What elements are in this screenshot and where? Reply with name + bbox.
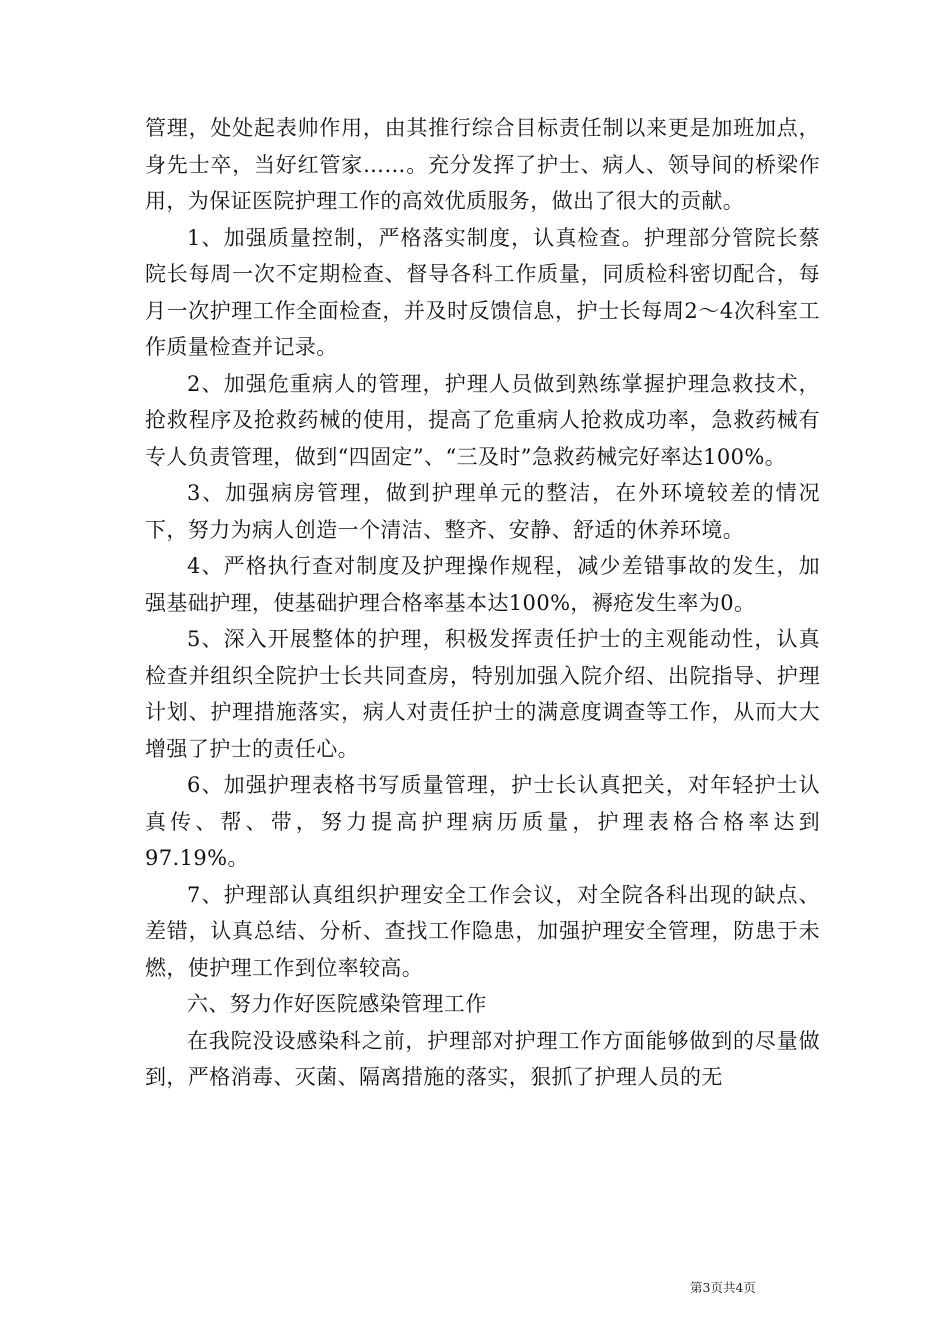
paragraph-7: 6、加强护理表格书写质量管理，护士长认真把关，对年轻护士认真传、帮、带，努力提高护理病历质量，护理表格合格率达到97.19%。 xyxy=(145,773,820,870)
paragraph-4: 3、加强病房管理，做到护理单元的整洁，在外环境较差的情况下，努力为病人创造一个清洁、整齐、安静、舒适的休养环境。 xyxy=(145,481,820,542)
paragraph-3: 2、加强危重病人的管理，护理人员做到熟练掌握护理急救技术，抢救程序及抢救药械的使用，提高了危重病人抢救成功率，急救药械有专人负责管理，做到“四固定”、“三及时”急救药械完好率达100%。 xyxy=(145,371,820,469)
paragraph-5: 4、严格执行查对制度及护理操作规程，减少差错事故的发生，加强基础护理，使基础护理合格率基本达100%，褥疮发生率为0。 xyxy=(145,554,820,615)
section-heading: 六、努力作好医院感染管理工作 xyxy=(187,992,487,1016)
paragraph-8: 7、护理部认真组织护理安全工作会议，对全院各科出现的缺点、差错，认真总结、分析、查找工作隐患，加强护理安全管理，防患于未燃，使护理工作到位率较高。 xyxy=(145,882,820,980)
paragraph-6: 5、深入开展整体的护理，积极发挥责任护士的主观能动性，认真检查并组织全院护士长共同查房，特别加强入院介绍、出院指导、护理计划、护理措施落实，病人对责任护士的满意度调查等工作，从而大大增强了护士的责任心。 xyxy=(145,627,820,761)
paragraph-1: 管理，处处起表帅作用，由其推行综合目标责任制以来更是加班加点，身先士卒，当好红管家……。充分发挥了护士、病人、领导间的桥梁作用，为保证医院护理工作的高效优质服务，做出了很大的贡献。 xyxy=(145,116,820,213)
page-number-footer: 第3页共4页 xyxy=(690,1280,756,1295)
paragraph-2: 1、加强质量控制，严格落实制度，认真检查。护理部分管院长蔡院长每周一次不定期检查、督导各科工作质量，同质检科密切配合，每月一次护理工作全面检查，并及时反馈信息，护士长每周2～4次科室工作质量检查并记录。 xyxy=(145,225,820,359)
document-body xyxy=(145,110,820,1096)
paragraph-10: 在我院没设感染科之前，护理部对护理工作方面能够做到的尽量做到，严格消毒、灭菌、隔离措施的落实，狠抓了护理人员的无 xyxy=(145,1028,820,1089)
